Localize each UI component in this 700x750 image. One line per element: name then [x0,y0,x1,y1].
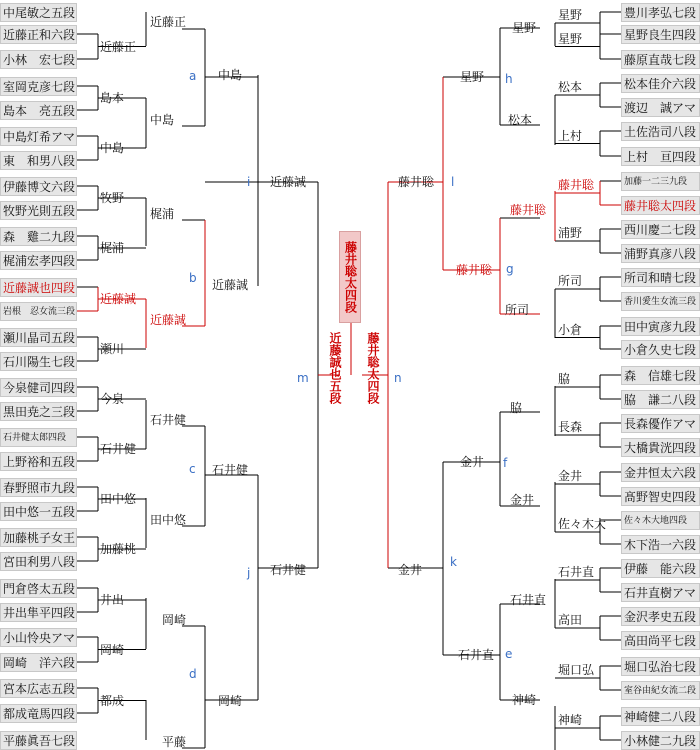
player-entry-right: 脇 謙二八段 [621,390,700,409]
player-entry-left: 今泉健司四段 [0,378,77,397]
player-entry-right: 室谷由紀女流二段 [621,681,700,700]
player-entry-left: 宮本広志五段 [0,679,77,698]
player-entry-right: 藤原直哉七段 [621,50,700,69]
player-entry-left: 上野裕和五段 [0,452,77,471]
player-entry-left: 中島灯希アマ [0,127,77,146]
match-label: e [505,647,513,661]
player-entry-right: 佐々木大地四段 [621,511,700,530]
round1-winner-right: 小倉 [558,322,583,337]
player-entry-right: 森 信雄七段 [621,366,700,385]
round1-winner-right: 石井直 [558,565,595,579]
player-entry-right: 石井直樹アマ [621,583,700,602]
player-entry-left: 島本 亮五段 [0,101,77,120]
round1-winner-left: 石井健 [100,442,137,456]
player-entry-left: 小林 宏七段 [0,50,77,69]
finalist-left: 近藤誠也五段 [328,332,342,404]
match-label: g [506,262,514,276]
round2-winner-left: 岡崎 [162,613,187,627]
player-entry-left: 東 和男八段 [0,151,77,170]
player-entry-left: 井出隼平四段 [0,603,77,622]
player-entry-left: 近藤正和六段 [0,25,77,44]
round1-winner-left: 都成 [100,693,125,708]
round2-winner-left: 近藤誠 [150,313,187,327]
player-entry-right: 高田尚平七段 [621,631,700,650]
player-entry-left: 都成竜馬四段 [0,704,77,723]
round1-winner-left: 田中悠 [100,492,137,506]
player-entry-right: 金井恒太六段 [621,463,700,482]
player-entry-right: 小倉久史七段 [621,340,700,359]
round2-winner-left: 梶浦 [150,207,175,221]
round3-winner-left: 岡崎 [218,694,243,708]
round2-winner-left: 田中悠 [150,513,187,527]
round1-winner-right: 長森 [558,420,583,434]
player-entry-left: 森 雞二九段 [0,227,77,246]
round1-winner-left: 島本 [100,91,125,105]
player-entry-left: 牧野光則五段 [0,201,77,220]
player-entry-right: 小林健二九段 [621,731,700,750]
player-entry-right: 長森優作アマ [621,414,700,433]
player-entry-right: 加藤一二三九段 [621,172,700,191]
player-entry-right: 渡辺 誠アマ [621,98,700,117]
player-entry-right: 香川愛生女流三段 [621,292,700,311]
player-entry-left: 宮田利男八段 [0,552,77,571]
match-label: d [189,667,197,681]
round2-winner-right: 松本 [508,113,533,127]
round1-winner-right: 金井 [558,469,583,483]
round1-winner-left: 中島 [100,141,125,155]
player-entry-left: 田中悠一五段 [0,502,77,521]
player-entry-left: 室岡克彦七段 [0,77,77,96]
player-entry-right: 浦野真彦八段 [621,244,700,263]
round1-winner-left: 岡崎 [100,642,125,657]
player-entry-left: 加藤桃子女王 [0,528,77,547]
match-label: i [247,175,251,189]
player-entry-right: 大橋貴洸四段 [621,438,700,457]
round2-winner-right: 石井直 [510,593,547,607]
player-entry-left: 石井健太郎四段 [0,428,77,447]
round2-winner-left: 中島 [150,113,175,127]
round2-winner-left: 近藤正 [150,15,187,29]
player-entry-left: 伊藤博文六段 [0,177,77,196]
player-entry-left: 中尾敏之五段 [0,3,77,22]
round2-winner-left: 石井健 [150,413,187,427]
round1-winner-right: 神崎 [558,713,583,727]
round4-winner-right: 藤井聡 [398,175,435,189]
round1-winner-right: 藤井聡 [558,178,595,192]
round1-winner-right: 松本 [558,80,583,94]
player-entry-right: 田中寅彦九段 [621,317,700,336]
round1-winner-right: 星野 [558,8,583,22]
round1-winner-left: 梶浦 [100,241,125,255]
round3-winner-right: 星野 [460,70,485,84]
match-label: h [505,72,513,86]
match-label: j [247,566,251,580]
round2-winner-right: 金井 [510,493,535,507]
player-entry-left: 黒田尭之三段 [0,402,77,421]
round3-winner-left: 石井健 [212,463,249,477]
player-entry-right: 豊川孝弘七段 [621,3,700,22]
round2-winner-right: 神崎 [512,693,537,707]
round1-winner-left: 牧野 [100,191,125,205]
player-entry-right: 髙野智史四段 [621,487,700,506]
round1-winner-right: 佐々木大 [558,517,607,531]
round2-winner-right: 脇 [510,401,523,415]
round1-winner-right: 脇 [558,372,571,386]
round1-winner-left: 井出 [100,593,125,607]
finalist-right: 藤井聡太四段 [366,332,380,404]
round1-winner-right: 堀口弘 [558,663,595,677]
match-label: a [189,69,197,83]
match-label: c [189,462,196,476]
player-entry-right: 上村 亘四段 [621,147,700,166]
player-entry-right: 伊藤 能六段 [621,559,700,578]
player-entry-right: 藤井聡太四段 [621,196,700,215]
round3-winner-right: 金井 [460,455,485,469]
player-entry-right: 西川慶二七段 [621,220,700,239]
player-entry-left: 瀬川晶司五段 [0,328,77,347]
round2-winner-right: 所司 [505,303,530,317]
player-entry-right: 星野良生四段 [621,25,700,44]
round1-winner-left: 今泉 [100,392,125,406]
player-entry-right: 所司和晴七段 [621,268,700,287]
round4-winner-left: 近藤誠 [270,175,307,189]
player-entry-right: 神崎健二八段 [621,707,700,726]
round1-winner-right: 浦野 [558,226,583,240]
round1-winner-right: 星野 [558,31,583,46]
player-entry-left: 平藤眞吾七段 [0,731,77,750]
round2-winner-left: 平藤 [162,735,187,749]
round1-winner-left: 加藤桃 [100,542,137,556]
round2-winner-right: 星野 [512,21,537,35]
round2-winner-right: 藤井聡 [510,203,547,217]
player-entry-left: 春野照市九段 [0,478,77,497]
player-entry-left: 門倉啓太五段 [0,579,77,598]
player-entry-right: 金沢孝史五段 [621,607,700,626]
match-label: b [189,271,197,285]
round1-winner-right: 所司 [558,274,583,288]
round3-winner-right: 石井直 [458,648,495,662]
round3-winner-left: 近藤誠 [212,278,249,292]
round1-winner-left: 近藤正 [100,39,137,54]
player-entry-left: 岩根 忍女流三段 [0,302,77,321]
player-entry-left: 岡崎 洋六段 [0,653,77,672]
round3-winner-right: 藤井聡 [456,263,493,277]
player-entry-right: 土佐浩司八段 [621,122,700,141]
round1-winner-right: 上村 [558,128,583,143]
round3-winner-left: 中島 [218,68,243,82]
round4-winner-right: 金井 [398,563,423,577]
player-entry-left: 石川陽生七段 [0,352,77,371]
match-label: l [451,175,455,189]
round1-winner-left: 近藤誠 [100,292,137,306]
player-entry-right: 木下浩一六段 [621,535,700,554]
champion-box: 藤井聡太四段 [339,231,361,323]
match-label: m [297,371,309,385]
player-entry-right: 堀口弘治七段 [621,657,700,676]
player-entry-left: 近藤誠也四段 [0,278,77,297]
match-label: k [450,555,457,569]
match-label: n [394,371,402,385]
player-entry-left: 梶浦宏孝四段 [0,251,77,270]
round1-winner-right: 高田 [558,613,583,627]
match-label: f [503,456,508,470]
player-entry-right: 松本佳介六段 [621,74,700,93]
round4-winner-left: 石井健 [270,563,307,577]
round1-winner-left: 瀬川 [100,342,125,356]
player-entry-left: 小山怜央アマ [0,628,77,647]
